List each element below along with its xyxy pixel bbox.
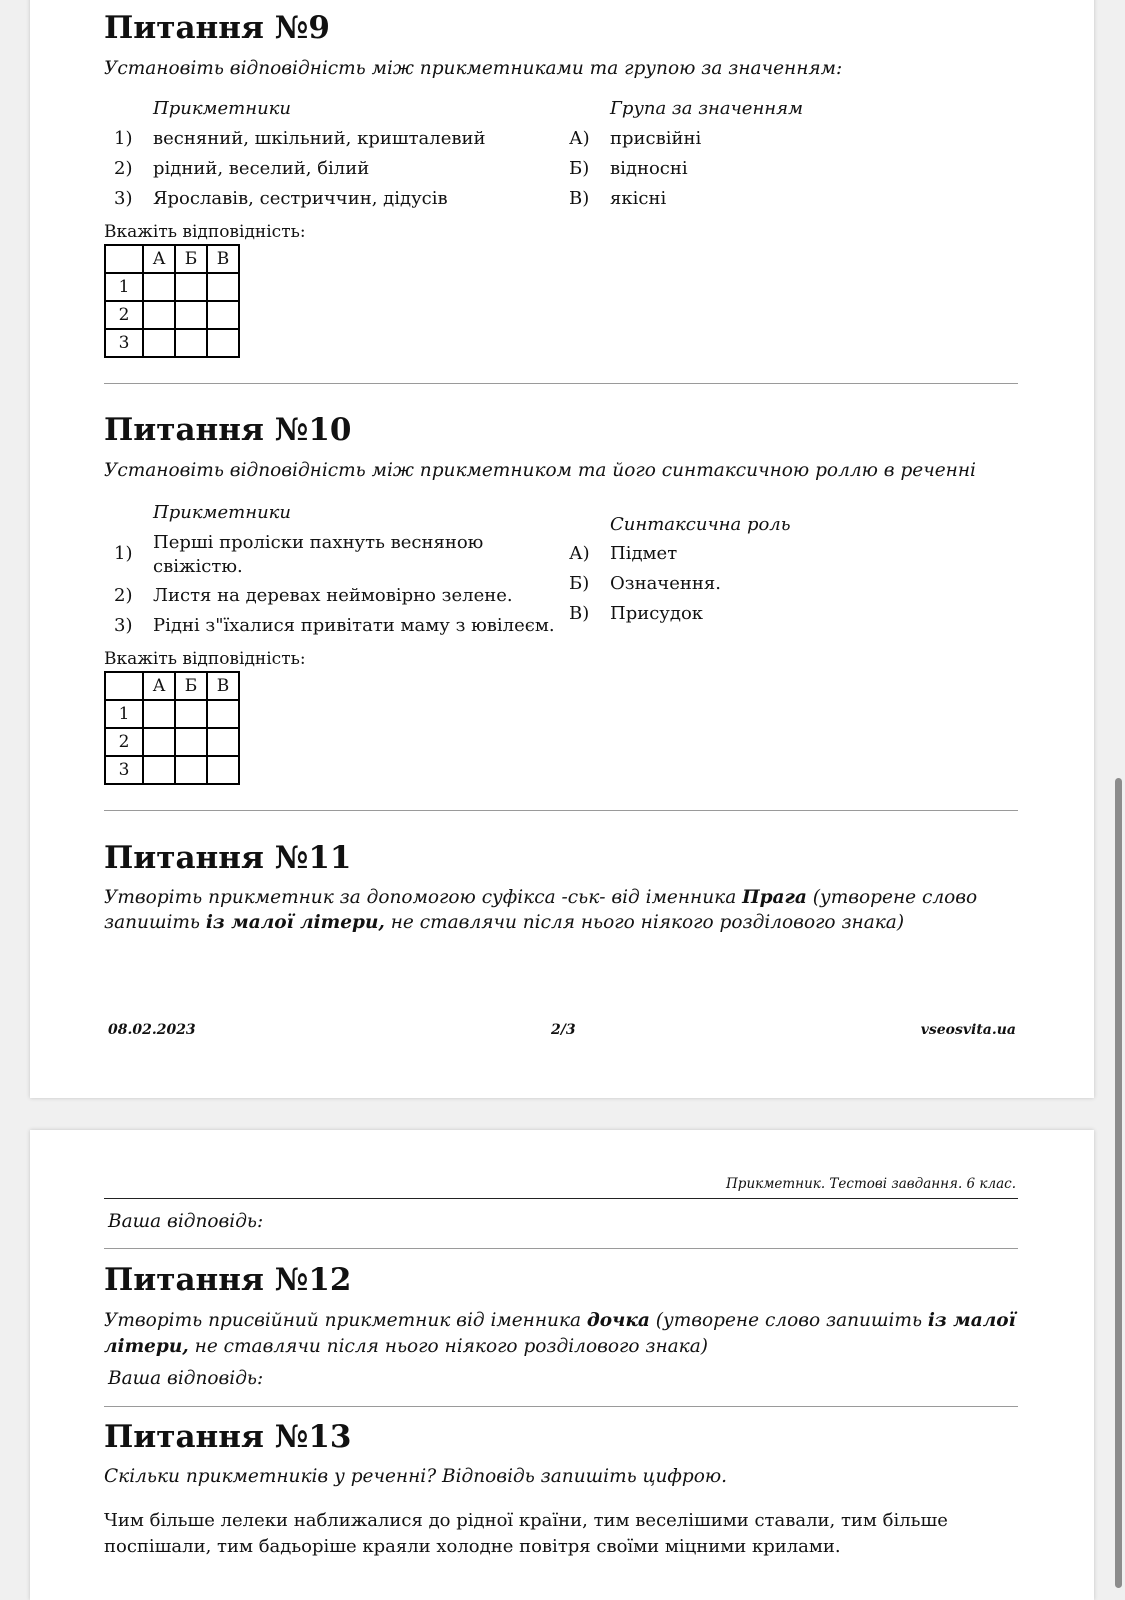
q12-text: не ставлячи після нього ніякого розділового знака)	[188, 1336, 708, 1357]
q10-left-num-1: 1)	[114, 543, 133, 564]
grid-corner	[105, 245, 143, 273]
q9-right-letter-v: В)	[569, 188, 590, 209]
q9-right-text-b: відносні	[610, 158, 688, 179]
grid-cell[interactable]	[143, 329, 175, 357]
q11-text: (утворене слово	[806, 887, 978, 908]
q12-answer-label: Ваша відповідь:	[108, 1368, 264, 1389]
q9-grid-label: Вкажіть відповідність:	[104, 222, 306, 242]
q10-left-text-2: Листя на деревах неймовірно зелене.	[153, 585, 513, 606]
q10-instruction: Установіть відповідність між прикметником та його синтаксичною роллю в реченні	[104, 460, 976, 481]
grid-row-header: 1	[105, 700, 143, 728]
grid-cell[interactable]	[175, 329, 207, 357]
header-rule	[104, 1198, 1018, 1199]
divider	[104, 1248, 1018, 1249]
grid-cell[interactable]	[207, 700, 239, 728]
q10-left-num-2: 2)	[114, 585, 133, 606]
q9-answer-grid	[104, 244, 240, 358]
q9-left-num-1: 1)	[114, 128, 133, 149]
grid-cell[interactable]	[175, 273, 207, 301]
q10-answer-grid	[104, 671, 240, 785]
q12-line-2	[104, 1336, 708, 1357]
grid-corner	[105, 672, 143, 700]
grid-row-header: 2	[105, 301, 143, 329]
grid-col-header: А	[143, 245, 175, 273]
q9-title: Питання №9	[104, 10, 330, 46]
q13-title: Питання №13	[104, 1419, 352, 1455]
grid-cell[interactable]	[143, 700, 175, 728]
divider	[104, 383, 1018, 384]
footer-date: 08.02.2023	[108, 1022, 196, 1038]
grid-cell[interactable]	[207, 273, 239, 301]
grid-col-header: В	[207, 245, 239, 273]
grid-cell[interactable]	[175, 301, 207, 329]
grid-row-header: 2	[105, 728, 143, 756]
grid-cell[interactable]	[175, 756, 207, 784]
footer-site: vseosvita.ua	[920, 1022, 1016, 1038]
q9-left-header: Прикметники	[153, 98, 291, 119]
q12-title: Питання №12	[104, 1262, 352, 1298]
grid-cell[interactable]	[175, 728, 207, 756]
q10-title: Питання №10	[104, 412, 352, 448]
document-page-2	[30, 0, 1094, 1098]
q11-line-2	[104, 912, 904, 933]
q12-text: Утворіть присвійний прикметник від іменника	[104, 1310, 587, 1331]
q12-line-1	[104, 1310, 1016, 1331]
q9-left-text-2: рідний, веселий, білий	[153, 158, 370, 179]
grid-row-header: 3	[105, 329, 143, 357]
q11-line-1	[104, 887, 977, 908]
grid-col-header: Б	[175, 245, 207, 273]
q9-left-text-3: Ярославів, сестриччин, дідусів	[153, 188, 448, 209]
q10-right-header: Синтаксична роль	[610, 514, 791, 535]
grid-col-header: В	[207, 672, 239, 700]
grid-cell[interactable]	[207, 301, 239, 329]
q13-sentence-line-1: Чим більше лелеки наближалися до рідної країни, тим веселішими ставали, тим більше	[104, 1510, 948, 1531]
q11-title: Питання №11	[104, 840, 352, 876]
q9-left-text-1: весняний, шкільний, кришталевий	[153, 128, 486, 149]
q11-bold-phrase: із малої літери,	[205, 912, 385, 933]
footer-page-number: 2/3	[551, 1022, 576, 1038]
q10-right-letter-a: А)	[569, 543, 590, 564]
grid-row-header: 3	[105, 756, 143, 784]
q10-right-letter-b: Б)	[569, 573, 590, 594]
q11-text: Утворіть прикметник за допомогою суфікса -ськ- від іменника	[104, 887, 743, 908]
q13-sentence-line-2: поспішали, тим бадьоріше краяли холодне повітря своїми міцними крилами.	[104, 1536, 841, 1557]
q12-bold-phrase: із малої	[927, 1310, 1016, 1331]
divider	[104, 1406, 1018, 1407]
q9-right-letter-a: А)	[569, 128, 590, 149]
q10-right-letter-v: В)	[569, 603, 590, 624]
grid-cell[interactable]	[207, 728, 239, 756]
scrollbar[interactable]	[1113, 0, 1125, 1588]
q10-left-text-3: Рідні з"їхалися привітати маму з ювілеєм.	[153, 615, 555, 636]
grid-cell[interactable]	[143, 301, 175, 329]
grid-cell[interactable]	[143, 756, 175, 784]
grid-row-header: 1	[105, 273, 143, 301]
q10-left-text-1b: свіжістю.	[153, 556, 243, 577]
page-header: Прикметник. Тестові завдання. 6 клас.	[726, 1176, 1016, 1192]
q10-left-header: Прикметники	[153, 502, 291, 523]
q12-bold-phrase: літери,	[104, 1336, 189, 1357]
divider	[104, 810, 1018, 811]
q9-right-header: Група за значенням	[610, 98, 804, 119]
q10-left-num-3: 3)	[114, 615, 133, 636]
q9-instruction: Установіть відповідність між прикметниками та групою за значенням:	[104, 58, 843, 79]
grid-cell[interactable]	[143, 728, 175, 756]
q11-bold-word: Прага	[742, 887, 807, 908]
grid-cell[interactable]	[175, 700, 207, 728]
q9-right-letter-b: Б)	[569, 158, 590, 179]
q10-grid-label: Вкажіть відповідність:	[104, 649, 306, 669]
q11-text: не ставлячи після нього ніякого розділового знака)	[384, 912, 905, 933]
grid-col-header: А	[143, 672, 175, 700]
q9-left-num-3: 3)	[114, 188, 133, 209]
grid-cell[interactable]	[207, 756, 239, 784]
grid-cell[interactable]	[143, 273, 175, 301]
grid-col-header: Б	[175, 672, 207, 700]
q12-bold-word: дочка	[586, 1310, 650, 1331]
q9-right-text-a: присвійні	[610, 128, 702, 149]
scrollbar-thumb[interactable]	[1115, 778, 1122, 1588]
q10-right-text-a: Підмет	[610, 543, 678, 564]
answer-label: Ваша відповідь:	[108, 1211, 264, 1232]
grid-cell[interactable]	[207, 329, 239, 357]
q10-right-text-v: Присудок	[610, 603, 704, 624]
q13-instruction: Скільки прикметників у реченні? Відповідь запишіть цифрою.	[104, 1466, 728, 1487]
q11-text: запишіть	[104, 912, 206, 933]
q10-left-text-1a: Перші проліски пахнуть весняною	[153, 532, 484, 553]
q9-right-text-v: якісні	[610, 188, 667, 209]
q9-left-num-2: 2)	[114, 158, 133, 179]
q10-right-text-b: Означення.	[610, 573, 721, 594]
document-page-3	[30, 1130, 1094, 1600]
q12-text: (утворене слово запишіть	[649, 1310, 928, 1331]
